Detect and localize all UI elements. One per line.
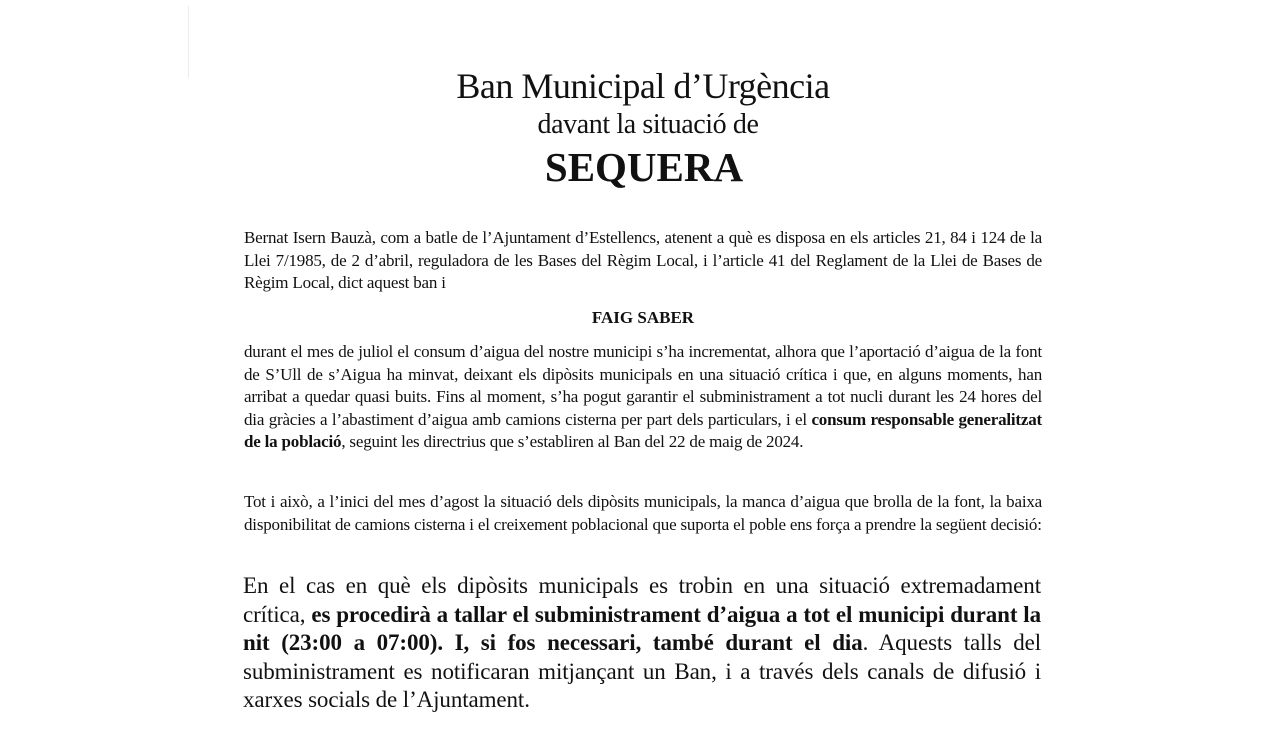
situation-text-start: durant el mes de juliol el consum d’aigua del nostre municipi s’ha incrementat, alhora que l’aportació d’aigua de la font de S’Ull de s’Aigua ha minvat, deixant els dipòsits municipals en una situació crítica i que, en alguns moments, han arribat a quedar quasi buits. Fins al moment, s’ha pogut garantir el subministrament a tot nucli durant les 24 hores del dia gràcies a l’abastiment d’aigua amb camions cisterna per part dels particulars, i el xyxy=(244,342,1042,429)
decision-text-bold: es procedirà a tallar el subministrament d’aigua a tot el municipi durant la nit (23:00 a 07:00). I, si fos necessari, també durant el dia xyxy=(243,601,1041,655)
decision-text-start: En el cas en què els dipòsits municipals es trobin en una situació extremadament crítica, xyxy=(243,573,1041,627)
situation-text-end: , seguint les directrius que s’establiren al Ban del 22 de maig de 2024. xyxy=(341,432,804,451)
document-subject: SEQUERA xyxy=(544,144,744,190)
situation-paragraph xyxy=(244,341,1042,454)
decision-text-end: . Aquests talls del subministrament es notificaran mitjançant un Ban, i a través dels canals de difusió i xarxes socials de l’Ajuntament. xyxy=(243,630,1041,712)
proclamation-heading: FAIG SABER xyxy=(591,308,695,327)
situation-text-bold: consum responsable generalitzat de la població xyxy=(244,409,1042,451)
document-title: Ban Municipal d’Urgència xyxy=(456,66,830,106)
document-subtitle: davant la situació de xyxy=(537,109,759,140)
context-paragraph: Tot i això, a l’inici del mes d’agost la situació dels dipòsits municipals, la manca d’aigua que brolla de la font, la baixa disponibilitat de camions cisterna i el creixement poblacional que suporta el poble ens força a prendre la següent decisió: xyxy=(244,492,1042,534)
decision-paragraph xyxy=(243,572,1041,715)
intro-paragraph: Bernat Isern Bauzà, com a batle de l’Ajuntament d’Estellencs, atenent a què es disposa en els articles 21, 84 i 124 de la Llei 7/1985, de 2 d’abril, reguladora de les Bases del Règim Local, i l’article 41 del Reglament de la Llei de Bases de Règim Local, dict aquest ban i xyxy=(244,228,1042,292)
